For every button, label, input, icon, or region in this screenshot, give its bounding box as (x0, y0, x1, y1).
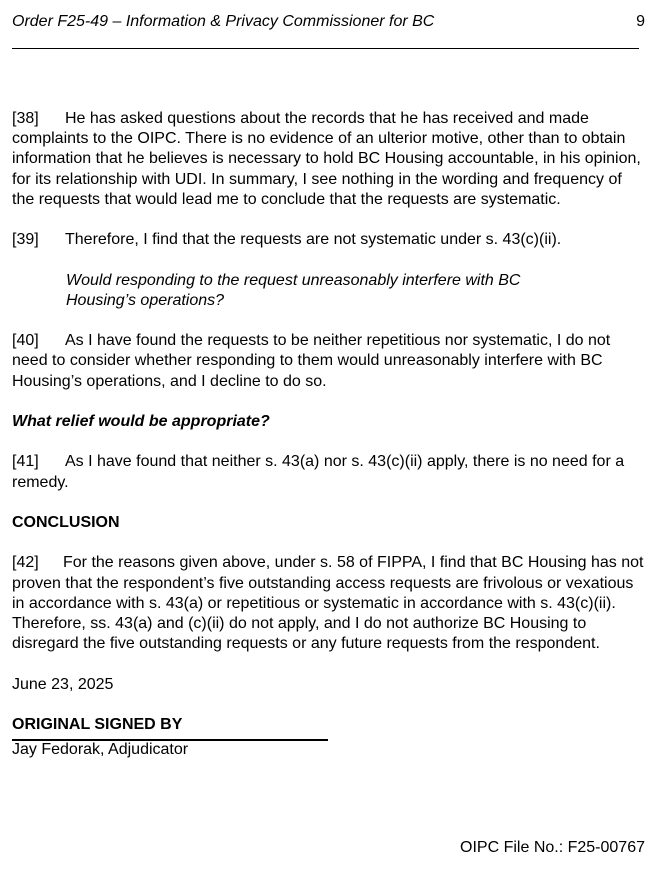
paragraph-39 (12, 230, 648, 250)
paragraph-number: [38] (12, 110, 39, 127)
heading-conclusion: CONCLUSION (12, 513, 120, 531)
page-number: 9 (636, 13, 645, 30)
document-body (12, 109, 648, 760)
paragraph-40 (12, 331, 648, 392)
signed-label: ORIGINAL SIGNED BY (12, 715, 183, 733)
paragraph-number: [40] (12, 332, 39, 350)
paragraph-number: [41] (12, 453, 39, 471)
paragraph-text: He has asked questions about the records that he has received and made complaints to the OIPC. There is no evidence of an ulterior motive, other than to obtain information that he believes is necessary to hold BC Housing accountable, in his opinion, for its relationship with UDI. In summary, I see nothing in the wording and frequency of the requests that would lead me to conclude that the requests are systematic. (12, 110, 641, 208)
paragraph-text: As I have found that neither s. 43(a) nor s. 43(c)(ii) apply, there is no need for a remedy. (12, 453, 625, 491)
header-divider (12, 48, 639, 49)
page-header (12, 13, 645, 35)
subheading-interfere: Would responding to the request unreasonably interfere with BC Housing’s operations? (66, 271, 521, 309)
header-title: Order F25-49 – Information & Privacy Commissioner for BC (12, 13, 435, 30)
paragraph-text: Therefore, I find that the requests are not systematic under s. 43(c)(ii). (65, 231, 562, 249)
paragraph-number: [42] (12, 554, 39, 572)
file-number: OIPC File No.: F25-00767 (460, 839, 645, 856)
signer-name: Jay Fedorak, Adjudicator (12, 741, 189, 759)
paragraph-42 (12, 553, 648, 654)
paragraph-text: For the reasons given above, under s. 58 of FIPPA, I find that BC Housing has not proven that the respondent’s five outstanding access requests are frivolous or vexatious in accordance with s. 43(a) or repetitious or systematic in accordance with s. 43(c)(ii). Therefore, ss. 43(a) and (c)(ii) do not apply, and I do not authorize BC Housing to disregard the five outstanding requests or any future requests from the respondent. (12, 554, 644, 653)
paragraph-text: As I have found the requests to be neither repetitious nor systematic, I do not need to consider whether responding to them would unreasonably interfere with BC Housing’s operations, and I decline to do so. (12, 332, 611, 390)
paragraph-41 (12, 452, 648, 492)
paragraph-number: [39] (12, 231, 39, 249)
heading-relief: What relief would be appropriate? (12, 412, 270, 430)
decision-date: June 23, 2025 (12, 675, 114, 693)
paragraph-38 (12, 109, 648, 210)
